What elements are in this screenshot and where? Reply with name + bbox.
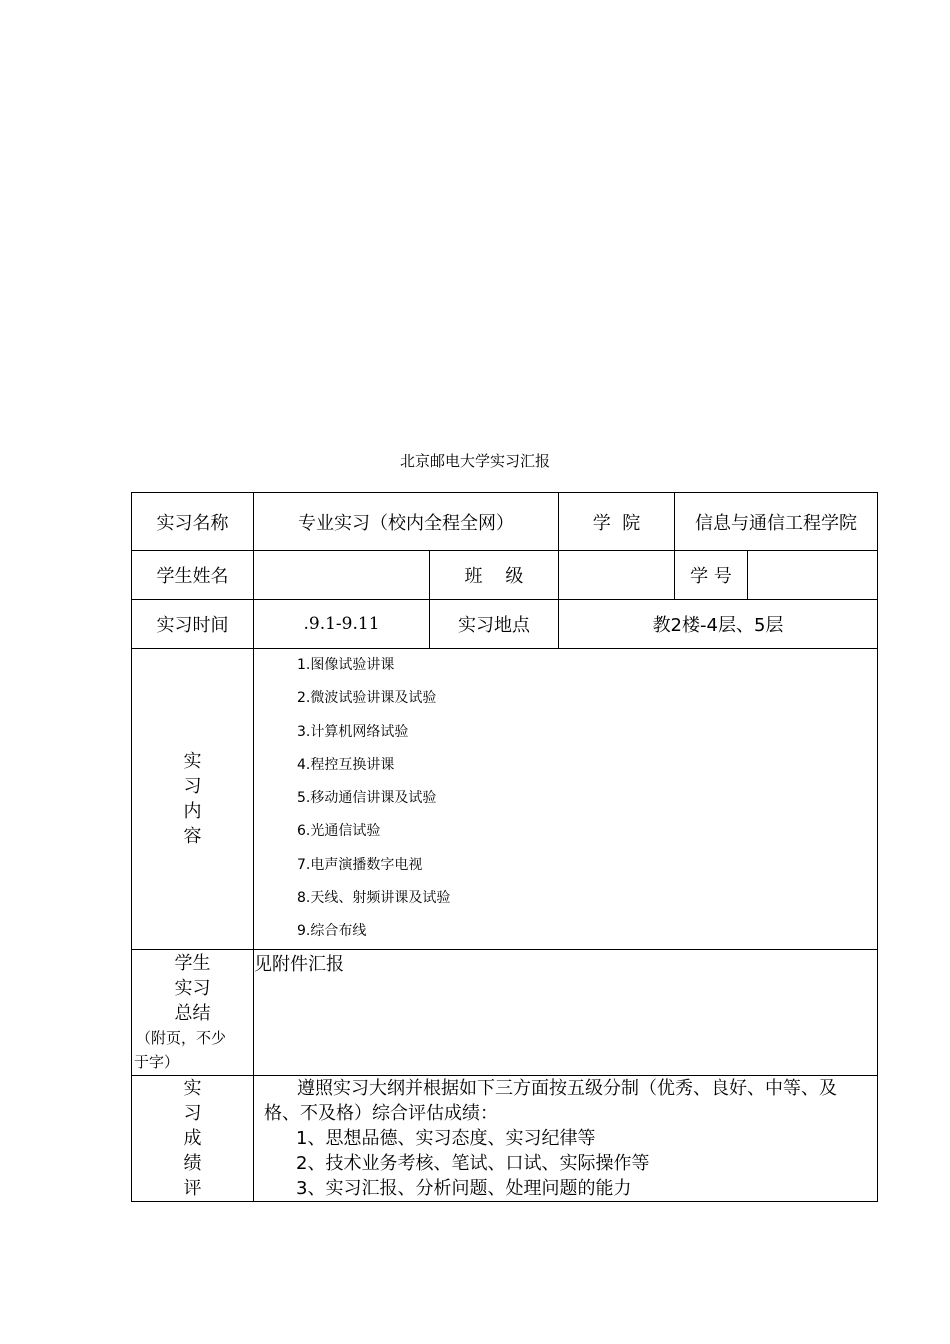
label-internship-time: 实习时间	[132, 600, 254, 649]
internship-report-table	[131, 492, 878, 1202]
label-char: 习	[183, 776, 202, 797]
row-time-place	[132, 600, 878, 649]
label-student-id: 学 号	[675, 551, 748, 600]
label-char: 绩	[183, 1153, 202, 1174]
label-internship-place: 实习地点	[430, 600, 559, 649]
summary-text: 见附件汇报	[254, 950, 878, 1076]
row-internship-name	[132, 493, 878, 551]
label-char: 实	[183, 1078, 202, 1099]
grading-text	[254, 1076, 878, 1202]
student-id-value[interactable]	[748, 551, 878, 600]
label-college: 学 院	[559, 493, 675, 551]
label-internship-name: 实习名称	[132, 493, 254, 551]
grading-intro: 遵照实习大纲并根据如下三方面按五级分制（优秀、良好、中等、及格、不及格）综合评估成绩：	[264, 1078, 837, 1124]
label-line: 学生	[174, 953, 211, 974]
label-note: 于字）	[134, 1053, 180, 1071]
list-item: 2.微波试验讲课及试验	[297, 690, 437, 707]
grading-item: 1、思想品德、实习态度、实习纪律等	[296, 1128, 596, 1149]
row-content	[132, 649, 878, 950]
list-item: 4.程控互换讲课	[297, 756, 395, 773]
label-line: 总结	[174, 1003, 211, 1024]
list-item: 5.移动通信讲课及试验	[297, 790, 437, 807]
label-char: 习	[183, 1103, 202, 1124]
list-item: 7.电声演播数字电视	[297, 856, 423, 873]
label-char: 成	[183, 1128, 202, 1149]
label-note: （附页，不少	[136, 1029, 227, 1047]
student-name-value[interactable]	[254, 551, 430, 600]
internship-place-value: 教2楼-4层、5层	[559, 600, 878, 649]
label-char: 内	[183, 801, 202, 822]
document-title: 北京邮电大学实习汇报	[399, 452, 550, 470]
label-char: 实	[183, 751, 202, 772]
row-summary	[132, 950, 878, 1076]
class-value[interactable]	[559, 551, 675, 600]
list-item: 8.天线、射频讲课及试验	[297, 890, 451, 907]
grading-item: 2、技术业务考核、笔试、口试、实际操作等	[296, 1153, 650, 1174]
label-char: 容	[183, 826, 202, 847]
label-line: 实习	[174, 978, 211, 999]
label-student-summary	[132, 950, 254, 1076]
internship-time-value: .9.1-9.11	[254, 600, 430, 649]
label-class: 班 级	[430, 551, 559, 600]
list-item: 9.综合布线	[297, 923, 367, 940]
list-item: 3.计算机网络试验	[297, 723, 409, 740]
label-char: 评	[183, 1178, 202, 1199]
grading-item: 3、实习汇报、分析问题、处理问题的能力	[296, 1178, 632, 1199]
label-grade-evaluation	[132, 1076, 254, 1202]
list-item: 6.光通信试验	[297, 823, 381, 840]
content-list	[254, 649, 878, 950]
row-student	[132, 551, 878, 600]
college-value: 信息与通信工程学院	[675, 493, 878, 551]
label-student-name: 学生姓名	[132, 551, 254, 600]
list-item: 1.图像试验讲课	[297, 657, 395, 673]
internship-name-value: 专业实习（校内全程全网）	[254, 493, 559, 551]
label-internship-content	[132, 649, 254, 950]
row-grading	[132, 1076, 878, 1202]
